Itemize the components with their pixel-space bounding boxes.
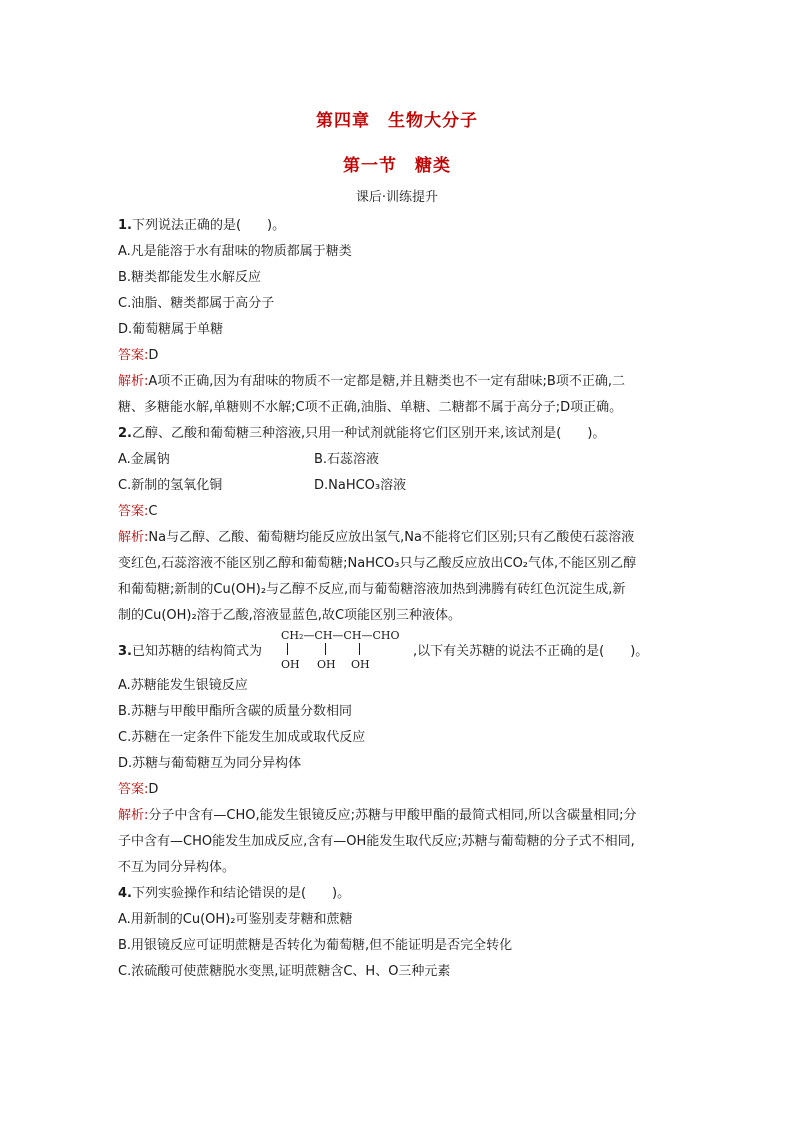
question-text: 下列实验操作和结论错误的是( )。: [131, 886, 351, 901]
option-d: D.苏糖与葡萄糖互为同分异构体: [118, 756, 302, 771]
answer-label: 答案:: [118, 348, 149, 363]
option-d: D.NaHCO₃溶液: [314, 478, 407, 493]
question-text: 已知苏糖的结构简式为: [131, 644, 262, 659]
question-1-stem: [118, 213, 680, 239]
option-b: B.用银镜反应可证明蔗糖是否转化为葡萄糖,但不能证明是否完全转化: [118, 938, 513, 953]
analysis-paragraph: [118, 369, 680, 421]
threose-structure-formula: [281, 629, 411, 673]
option-d: D.葡萄糖属于单糖: [118, 322, 224, 337]
option-row: [118, 447, 680, 473]
option-c: C.浓硫酸可使蔗糖脱水变黑,证明蔗糖含C、H、O三种元素: [118, 964, 451, 979]
option-row: [118, 473, 680, 499]
hydroxyl-group: OH: [281, 658, 300, 671]
answer-value: D: [148, 348, 159, 363]
option-a: A.金属钠: [118, 452, 170, 467]
answer-value: D: [148, 782, 159, 797]
analysis-line: 和葡萄糖;新制的Cu(OH)₂与乙醇不反应,而与葡萄糖溶液加热到沸腾有砖红色沉淀生成,新: [118, 582, 626, 597]
analysis-label: 解析:: [118, 374, 149, 389]
question-number: 2.: [118, 426, 132, 441]
analysis-text: A项不正确,因为有甜味的物质不一定都是糖,并且糖类也不一定有甜味;B项不正确,二: [148, 374, 625, 389]
single-bond: [325, 643, 326, 655]
answer-label: 答案:: [118, 782, 149, 797]
option-b: B.糖类都能发生水解反应: [118, 270, 262, 285]
analysis-line: 变红色,石蕊溶液不能区别乙醇和葡萄糖;NaHCO₃只与乙酸反应放出CO₂气体,不能区别乙醇: [118, 556, 637, 571]
question-2-stem: [118, 421, 680, 447]
answer-line: [118, 777, 680, 803]
analysis-label: 解析:: [118, 808, 149, 823]
content-body: [118, 213, 680, 985]
single-bond: [359, 643, 360, 655]
analysis-label: 解析:: [118, 530, 149, 545]
analysis-paragraph: [118, 525, 680, 629]
question-number: 3.: [118, 644, 132, 659]
analysis-line: 不互为同分异构体。: [118, 860, 236, 875]
page-subtitle: 课后·训练提升: [355, 190, 439, 205]
question-4-stem: [118, 881, 680, 907]
option-c: C.油脂、糖类都属于高分子: [118, 296, 275, 311]
question-text: 下列说法正确的是( )。: [131, 218, 286, 233]
analysis-text: 分子中含有—CHO,能发生银镜反应;苏糖与甲酸甲酯的最简式相同,所以含碳量相同;分: [148, 808, 637, 823]
question-number: 1.: [118, 218, 132, 233]
analysis-line: [118, 525, 680, 551]
option-b: B.苏糖与甲酸甲酯所含碳的质量分数相同: [118, 704, 353, 719]
structure-chain: CH₂—CH—CH—CHO: [281, 629, 400, 642]
hydroxyl-group: OH: [351, 658, 370, 671]
section-title: 第一节 糖类: [343, 156, 451, 176]
analysis-text: Na与乙醇、乙酸、葡萄糖均能反应放出氢气,Na不能将它们区别;只有乙酸使石蕊溶液: [148, 530, 635, 545]
hydroxyl-group: OH: [317, 658, 336, 671]
question-number: 4.: [118, 886, 132, 901]
option-c: C.苏糖在一定条件下能发生加成或取代反应: [118, 730, 366, 745]
analysis-line: 制的Cu(OH)₂溶于乙酸,溶液显蓝色,故C项能区别三种液体。: [118, 608, 462, 623]
analysis-line: [118, 369, 680, 395]
question-trail: ,以下有关苏糖的说法不正确的是( )。: [413, 644, 649, 659]
analysis-line: 糖、多糖能水解,单糖则不水解;C项不正确,油脂、单糖、二糖都不属于高分子;D项正确。: [118, 400, 623, 415]
single-bond: [287, 643, 288, 655]
analysis-line: [118, 803, 680, 829]
question-3-stem: [118, 629, 680, 673]
answer-value: C: [148, 504, 158, 519]
answer-line: [118, 343, 680, 369]
option-c: C.新制的氢氧化铜: [118, 478, 223, 493]
analysis-paragraph: [118, 803, 680, 881]
analysis-line: 子中含有—CHO能发生加成反应,含有—OH能发生取代反应;苏糖与葡萄糖的分子式不相同,: [118, 834, 635, 849]
question-lead: [118, 639, 262, 665]
option-a: A.凡是能溶于水有甜味的物质都属于糖类: [118, 244, 352, 259]
option-b: B.石蕊溶液: [314, 452, 380, 467]
answer-label: 答案:: [118, 504, 149, 519]
question-text: 乙醇、乙酸和葡萄糖三种溶液,只用一种试剂就能将它们区别开来,该试剂是( )。: [131, 426, 606, 441]
chapter-title: 第四章 生物大分子: [316, 111, 478, 131]
option-a: A.用新制的Cu(OH)₂可鉴别麦芽糖和蔗糖: [118, 912, 353, 927]
option-a: A.苏糖能发生银镜反应: [118, 678, 248, 693]
answer-line: [118, 499, 680, 525]
